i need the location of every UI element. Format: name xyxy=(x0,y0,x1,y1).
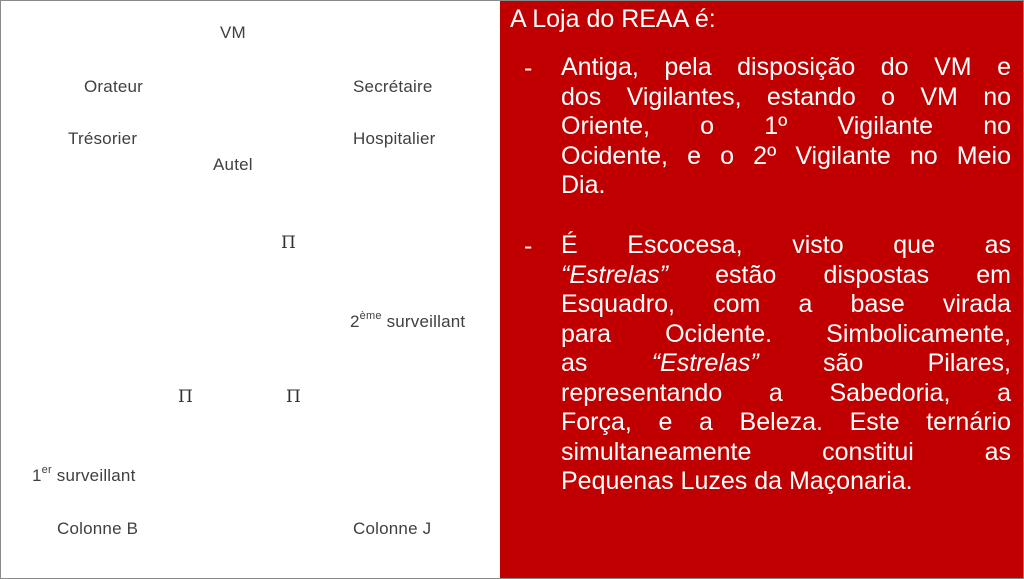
label-orateur: Orateur xyxy=(84,77,144,96)
bullet-dash: - xyxy=(524,54,533,82)
label-autel: Autel xyxy=(213,155,253,174)
bullet-line: dos Vigilantes, estando o VM no xyxy=(561,82,1011,111)
lodge-diagram xyxy=(1,1,499,578)
bullet-line: Dia. xyxy=(561,171,606,199)
bullet-line: para Ocidente. Simbolicamente, xyxy=(561,319,1011,348)
pillar-icon-south: Π xyxy=(281,233,296,253)
bullet-line: É Escocesa, visto que as xyxy=(561,231,1011,259)
panel-title: A Loja do REAA é: xyxy=(510,5,716,33)
bullet-text xyxy=(561,53,1011,201)
label-tresorier: Trésorier xyxy=(68,129,138,148)
label-second-surveillant: 2ème surveillant xyxy=(350,310,466,331)
label-vm: VM xyxy=(220,23,246,42)
bullet-line: as “Estrelas” são Pilares, xyxy=(561,349,1011,377)
bullet-line: Ocidente, e o 2º Vigilante no Meio xyxy=(561,141,1011,170)
bullet-line: Oriente, o 1º Vigilante no xyxy=(561,112,1011,140)
text-panel xyxy=(500,1,1023,578)
label-colonne-j: Colonne J xyxy=(353,519,432,538)
label-colonne-b: Colonne B xyxy=(57,519,139,538)
bullet-line: “Estrelas” estão dispostas em xyxy=(561,260,1011,289)
bullet-text xyxy=(561,231,1011,497)
bullet-line: Força, e a Beleza. Este ternário xyxy=(561,408,1011,436)
bullet-line: simultaneamente constitui as xyxy=(561,437,1011,466)
bullet-line: Antiga, pela disposição do VM e xyxy=(561,53,1011,81)
bullet-line: Pequenas Luzes da Maçonaria. xyxy=(561,467,913,495)
label-hospitalier: Hospitalier xyxy=(353,129,436,148)
bullet-line: representando a Sabedoria, a xyxy=(561,378,1011,407)
label-premier-surveillant: 1er surveillant xyxy=(32,464,136,485)
pillar-icon-west-right: Π xyxy=(286,387,301,407)
bullet-dash: - xyxy=(524,232,533,260)
label-secretaire: Secrétaire xyxy=(353,77,433,96)
bullet-line: Esquadro, com a base virada xyxy=(561,290,1011,318)
pillar-icon-west-left: Π xyxy=(178,387,193,407)
